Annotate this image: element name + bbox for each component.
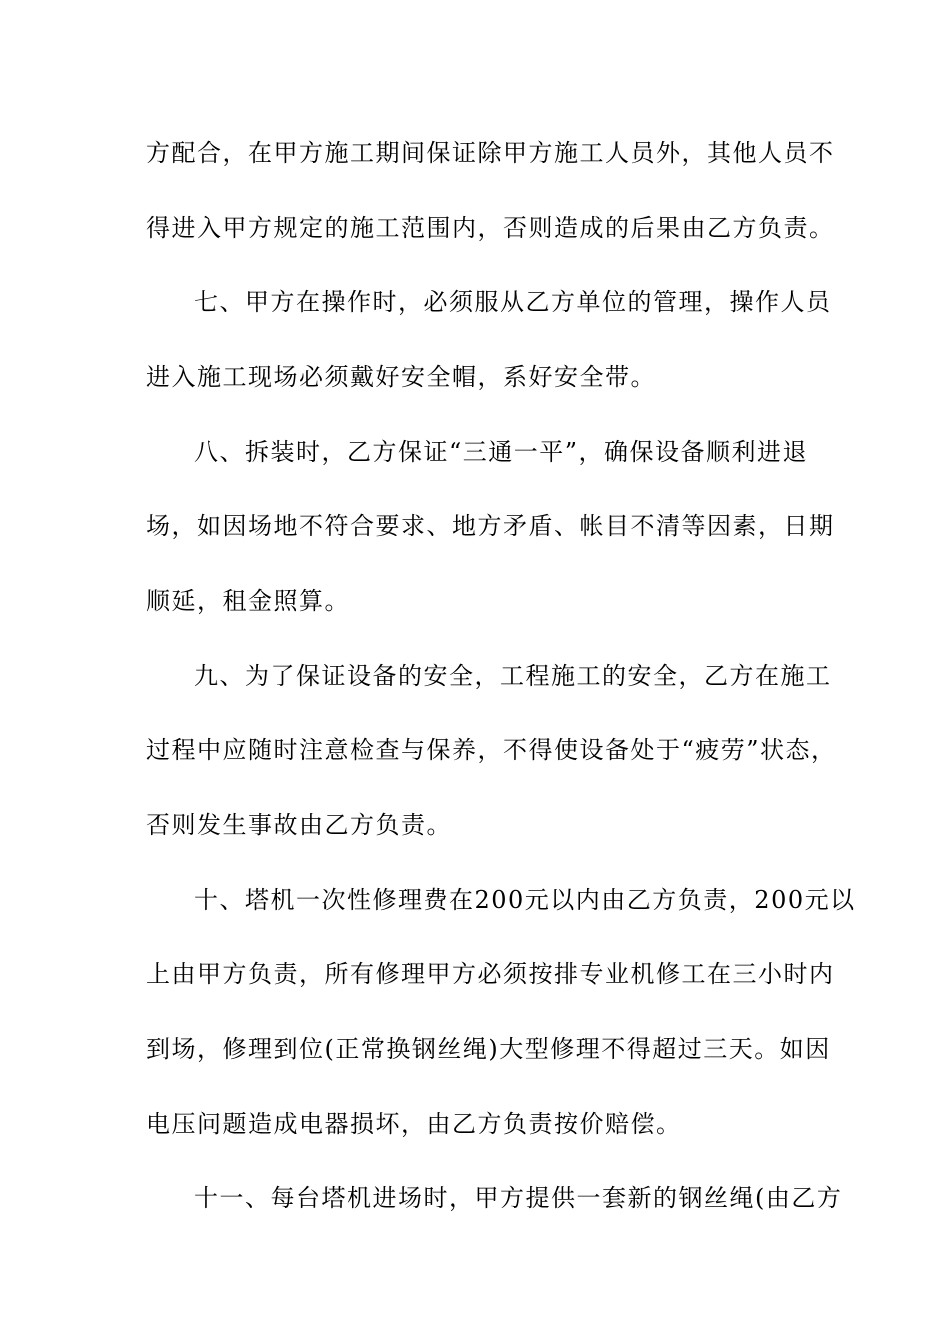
paragraph-ten-start: 十、塔机一次性修理费在200元以内由乙方负责，200元以 (194, 886, 856, 914)
text-line: 电压问题造成电器损坏，由乙方负责按价赔偿。 (146, 1110, 682, 1138)
text-line: 场，如因场地不符合要求、地方矛盾、帐目不清等因素，日期 (146, 512, 835, 540)
text-line: 否则发生事故由乙方负责。 (146, 811, 452, 839)
text-line: 到场，修理到位(正常换钢丝绳)大型修理不得超过三天。如因 (146, 1035, 831, 1063)
paragraph-nine-start: 九、为了保证设备的安全，工程施工的安全，乙方在施工 (194, 662, 832, 690)
text-line: 过程中应随时注意检查与保养，不得使设备处于“疲劳”状态， (146, 736, 837, 764)
text-line: 进入施工现场必须戴好安全帽，系好安全带。 (146, 363, 656, 391)
paragraph-eleven-start: 十一、每台塔机进场时，甲方提供一套新的钢丝绳(由乙方 (194, 1184, 843, 1212)
paragraph-seven-start: 七、甲方在操作时，必须服从乙方单位的管理，操作人员 (194, 288, 832, 316)
text-line: 上由甲方负责，所有修理甲方必须按排专业机修工在三小时内 (146, 960, 835, 988)
text-line: 顺延，租金照算。 (146, 587, 350, 615)
text-line: 得进入甲方规定的施工范围内，否则造成的后果由乙方负责。 (146, 214, 835, 242)
paragraph-eight-start: 八、拆装时，乙方保证“三通一平”，确保设备顺利进退 (194, 438, 809, 466)
text-line: 方配合，在甲方施工期间保证除甲方施工人员外，其他人员不 (146, 139, 835, 167)
